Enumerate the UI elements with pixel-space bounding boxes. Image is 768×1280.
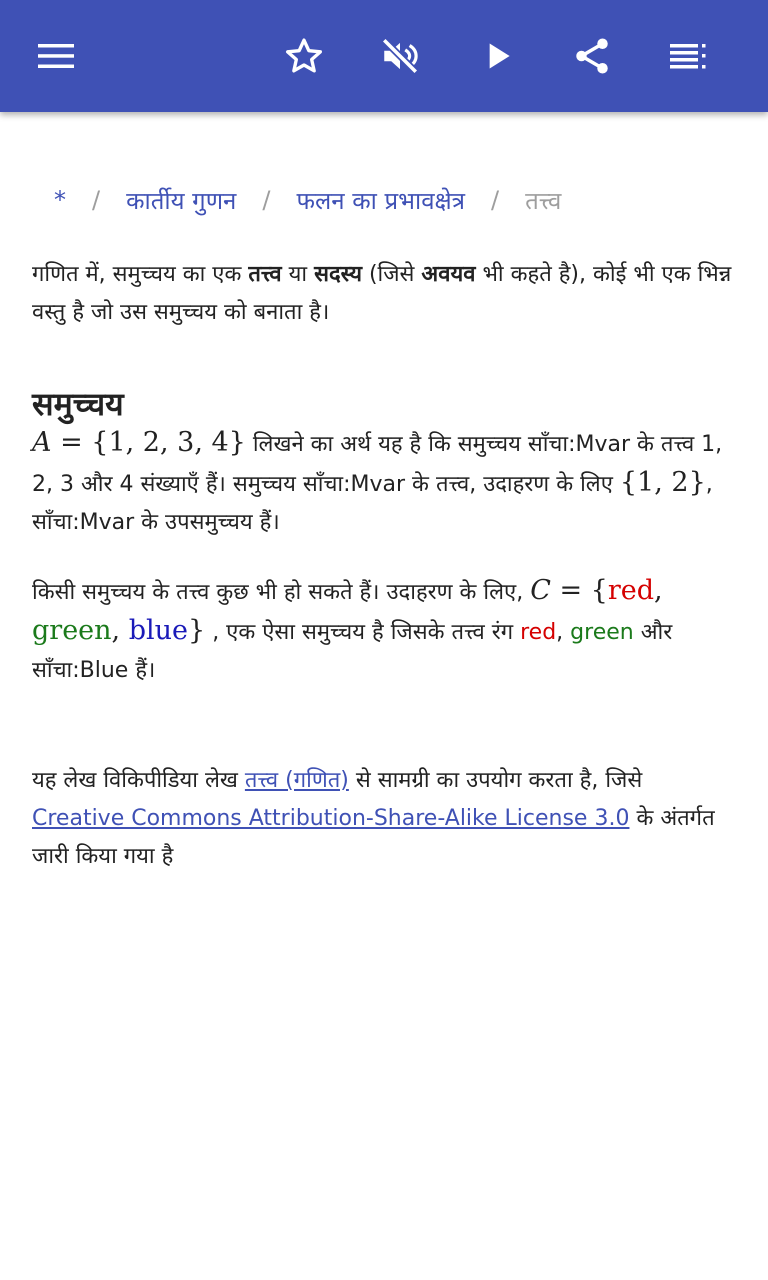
license-link[interactable]: Creative Commons Attribution-Share-Alike License 3.0 (32, 806, 630, 831)
breadcrumb-home[interactable]: * (54, 186, 66, 214)
mute-button[interactable] (372, 28, 428, 84)
bold-term-avayav: अवयव (421, 262, 476, 287)
word-red: red (520, 620, 557, 645)
volume-off-icon (379, 35, 421, 77)
play-button[interactable] (470, 28, 526, 84)
text: भी कहते है), कोई भी एक भिन्न वस्तु है जो उस समुच्चय को बनाता है। (32, 262, 732, 325)
math-comma: , (111, 615, 129, 646)
intro-paragraph (32, 256, 736, 332)
text: या (281, 262, 315, 287)
math-open: = { (550, 575, 608, 606)
breadcrumb-current: तत्त्व (525, 186, 562, 215)
playlist-icon (668, 36, 708, 76)
menu-icon (36, 36, 76, 76)
text: (जिसे (361, 262, 422, 287)
section-heading: समुच्चय (32, 385, 124, 423)
breadcrumb-separator: / (262, 186, 271, 214)
star-outline-icon (284, 36, 324, 76)
menu-button[interactable] (28, 28, 84, 84)
text: यह लेख विकिपीडिया लेख (32, 768, 245, 793)
math-close: } (188, 615, 206, 646)
math-green: green (32, 615, 112, 646)
breadcrumb (32, 150, 736, 250)
share-icon (571, 35, 613, 77)
play-icon (478, 36, 518, 76)
source-article-link[interactable]: तत्त्व (गणित) (244, 768, 349, 793)
article-content (32, 150, 736, 876)
math-red: red (607, 575, 654, 606)
math-set: = {1, 2, 3, 4} (51, 427, 246, 458)
app-toolbar (0, 0, 768, 112)
breadcrumb-separator: / (92, 186, 101, 214)
breadcrumb-item-domain[interactable]: फलन का प्रभावक्षेत्र (296, 186, 466, 215)
math-comma: , (654, 575, 663, 606)
bold-term-member: सदस्य (314, 262, 362, 287)
text: , (556, 620, 571, 645)
attribution-paragraph (32, 762, 736, 876)
math-subset: {1, 2} (619, 467, 706, 498)
text: किसी समुच्चय के तत्त्व कुछ भी हो सकते हैं। उदाहरण के लिए, (32, 580, 531, 605)
set-paragraph (32, 424, 736, 542)
text: लिखने का अर्थ यह है कि समुच्चय साँचा:Mvar के तत्त्व 1, 2, 3 और 4 संख्याएँ हैं। समुच्चय साँचा:Mvar के तत्त्व, उदाहरण के लिए (32, 432, 723, 497)
breadcrumb-separator: / (491, 186, 500, 214)
color-paragraph (32, 572, 736, 690)
text: , साँचा:Mvar के उपसमुच्चय हैं। (32, 472, 713, 535)
text: से सामग्री का उपयोग करता है, जिसे (348, 768, 643, 793)
math-variable: C (530, 575, 551, 606)
bookmark-button[interactable] (276, 28, 332, 84)
text: के अंतर्गत जारी किया गया है (32, 806, 715, 869)
math-blue: blue (128, 615, 189, 646)
word-green: green (570, 620, 634, 645)
math-variable: A (32, 427, 52, 458)
bold-term-element: तत्त्व (248, 262, 282, 287)
math-expression (32, 427, 246, 458)
playlist-button[interactable] (660, 28, 716, 84)
text: गणित में, समुच्चय का एक (32, 262, 249, 287)
text: और साँचा:Blue हैं। (32, 620, 673, 683)
breadcrumb-item-cartesian-product[interactable]: कार्तीय गुणन (126, 186, 237, 215)
text: , एक ऐसा समुच्चय है जिसके तत्त्व रंग (205, 620, 521, 645)
share-button[interactable] (564, 28, 620, 84)
